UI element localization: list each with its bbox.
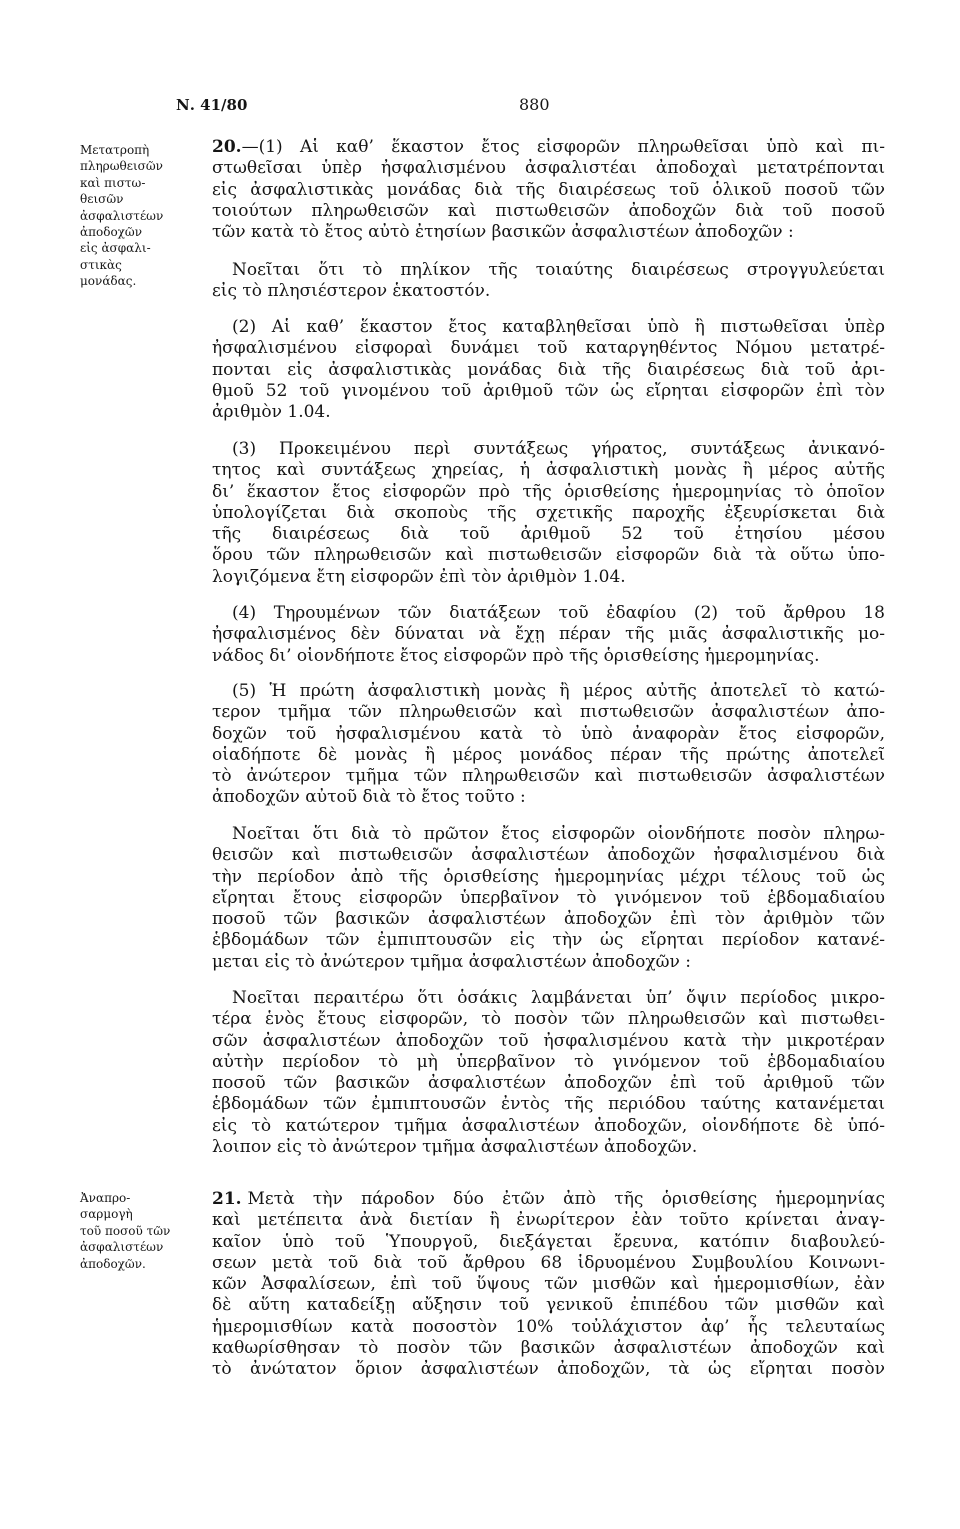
text-span: —(1) Αἱ καθ’ ἕκαστον ἔτος εἰσφορῶν πληρωθεῖσαι ὑπὸ καὶ πι-	[241, 137, 885, 157]
text-line: πονται εἰς ἀσφαλιστικὰς μονάδας διὰ τῆς διαιρέσεως διὰ τοῦ ἀρι-	[212, 359, 885, 380]
text-line: εἰς ἀσφαλιστικὰς μονάδας διὰ τῆς διαιρέσεως τοῦ ὁλικοῦ ποσοῦ τῶν	[212, 179, 885, 200]
margin-note-conversion	[80, 142, 202, 290]
text-line: καῖον ὑπὸ τοῦ Ὑπουργοῦ, διεξάγεται ἔρευνα, κατόπιν διαβουλεύ-	[212, 1231, 885, 1252]
margin-note-line: ἀσφαλιστέων	[80, 1240, 164, 1255]
text-line: ἠσφαλισμένου εἰσφοραὶ δυνάμει τοῦ καταργηθέντος Νόμου μετατρέ-	[212, 338, 885, 359]
margin-note-line: μονάδας.	[80, 274, 137, 289]
section-20-subsection-2	[212, 317, 885, 423]
section-20-subsection-1	[212, 137, 885, 243]
text-line: τερον τμῆμα τῶν πληρωθεισῶν καὶ πιστωθεισῶν ἀσφαλιστέων ἀπο-	[212, 702, 885, 723]
margin-note-line: στικὰς	[80, 257, 122, 272]
text-line: καὶ μετέπειτα ἀνὰ διετίαν ἢ ἐνωρίτερον ἐὰν τοῦτο κρίνεται ἀναγ-	[212, 1210, 885, 1231]
text-line: (5) Ἡ πρώτη ἀσφαλιστικὴ μονὰς ἢ μέρος αὐτῆς ἀποτελεῖ τὸ κατώ-	[232, 681, 885, 701]
text-line: (2) Αἱ καθ’ ἕκαστον ἔτος καταβληθεῖσαι ὑπὸ ἢ πιστωθεῖσαι ὑπὲρ	[232, 317, 885, 337]
text-line: καθωρίσθησαν τὸ ποσὸν τῶν βασικῶν ἀσφαλιστέων ἀποδοχῶν καὶ	[212, 1338, 885, 1359]
margin-note-line: εἰς ἀσφαλι-	[80, 241, 151, 256]
margin-note-line: ἀποδοχῶν	[80, 225, 143, 240]
margin-note-line: ἀποδοχῶν.	[80, 1256, 146, 1271]
text-line: (4) Τηρουμένων τῶν διατάξεων τοῦ ἐδαφίου (2) τοῦ ἄρθρου 18	[232, 603, 885, 623]
text-line: τητος καὶ συντάξεως χηρείας, ἡ ἀσφαλιστικὴ μονὰς ἢ μέρος αὐτῆς	[212, 460, 885, 481]
proviso-3	[212, 988, 885, 1158]
text-line: θμοῦ 52 τοῦ γινομένου τοῦ ἀριθμοῦ τῶν ὡς εἴρηται εἰσφορῶν ἐπὶ τὸν	[212, 380, 885, 401]
text-line: Νοεῖται περαιτέρω ὅτι ὁσάκις λαμβάνεται ὑπ’ ὄψιν περίοδος μικρο-	[232, 988, 885, 1008]
text-span: Μετὰ τὴν πάροδον δύο ἐτῶν ἀπὸ τῆς ὁρισθείσης ἡμερομηνίας	[247, 1189, 885, 1209]
text-line: (3) Προκειμένου περὶ συντάξεως γήρατος, συντάξεως ἀνικανό-	[232, 439, 885, 459]
margin-note-line: τοῦ ποσοῦ τῶν	[80, 1223, 171, 1238]
margin-note-line: σαρμογὴ	[80, 1207, 133, 1222]
text-line: δοχῶν τοῦ ἠσφαλισμένου κατὰ τὸ ὑπὸ ἀναφορὰν ἔτος εἰσφορῶν,	[212, 723, 885, 744]
text-line: δὲ αὕτη καταδείξῃ αὔξησιν τοῦ γενικοῦ ἐπιπέδου τῶν μισθῶν καὶ	[212, 1295, 885, 1316]
text-line: τῆς διαιρέσεως διὰ τοῦ ἀριθμοῦ 52 τοῦ ἐτησίου μέσου	[212, 524, 885, 545]
text-line: ἀποδοχῶν αὐτοῦ διὰ τὸ ἔτος τοῦτο :	[212, 787, 526, 808]
text-line: ἡμερομισθίων κατὰ ποσοστὸν 10% τοὐλάχιστον ἀφ’ ἧς τελευταίως	[212, 1316, 885, 1337]
text-line: εἴρηται ἔτους εἰσφορῶν ὑπερβαῖνον τὸ γινόμενον τοῦ ἑβδομαδιαίου	[212, 887, 885, 908]
text-line	[212, 137, 885, 158]
text-line: σῶν ἀσφαλιστέων ἀποδοχῶν τοῦ ἠσφαλισμένου κατὰ τὴν μικροτέραν	[212, 1030, 885, 1051]
text-line: αὐτὴν περίοδον τὸ μὴ ὑπερβαῖνον τὸ γινόμενον τοῦ ἑβδομαδιαίου	[212, 1051, 885, 1072]
margin-note-line: ἀσφαλιστέων	[80, 208, 164, 223]
text-line: μεται εἰς τὸ ἀνώτερον τμῆμα ἀσφαλιστέων ἀποδοχῶν :	[212, 951, 691, 972]
text-line: λογιζόμενα ἔτη εἰσφορῶν ἐπὶ τὸν ἀριθμὸν 1.04.	[212, 566, 626, 587]
text-line: ἑβδομάδων τῶν ἐμπιπτουσῶν ἐντὸς τῆς περιόδου ταύτης κατανέμεται	[212, 1094, 885, 1115]
text-line: σεων μετὰ τοῦ διὰ τοῦ ἄρθρου 68 ἱδρυομένου Συμβουλίου Κοινωνι-	[212, 1252, 885, 1273]
text-line: νάδος δι’ οἱονδήποτε ἔτος εἰσφορῶν πρὸ τῆς ὁρισθείσης ἡμερομηνίας.	[212, 645, 820, 666]
margin-note-line: καὶ πιστω-	[80, 175, 146, 190]
text-line: κῶν Ἀσφαλίσεων, ἐπὶ τοῦ ὕψους τῶν μισθῶν καὶ ἡμερομισθίων, ἐὰν	[212, 1274, 885, 1295]
text-line: τοιούτων πληρωθεισῶν καὶ πιστωθεισῶν ἀποδοχῶν διὰ τοῦ ποσοῦ	[212, 200, 885, 221]
page-number: 880	[519, 95, 550, 114]
law-number: Ν. 41/80	[176, 96, 248, 114]
text-line: εἰς τὸ κατώτερον τμῆμα ἀσφαλιστέων ἀποδοχῶν, οἱονδήποτε δὲ ὑπό-	[212, 1115, 885, 1136]
text-line: Νοεῖται ὅτι τὸ πηλίκον τῆς τοιαύτης διαιρέσεως στρογγυλεύεται	[232, 260, 885, 280]
text-line: τὸ ἀνώτατον ὅριον ἀσφαλιστέων ἀποδοχῶν, τὰ ὡς εἴρηται ποσὸν	[212, 1359, 885, 1380]
text-line: στωθεῖσαι ὑπὲρ ἠσφαλισμένου ἀσφαλιστέαι ἀποδοχαὶ μετατρέπονται	[212, 158, 885, 179]
text-line: δι’ ἕκαστον ἔτος εἰσφορῶν πρὸ τῆς ὁρισθείσης ἡμερομηνίας τὸ ὁποῖον	[212, 481, 885, 502]
text-line: ποσοῦ τῶν βασικῶν ἀσφαλιστέων ἀποδοχῶν ἐπὶ τοῦ ἀριθμοῦ τῶν	[212, 1073, 885, 1094]
margin-note-adjustment	[80, 1190, 202, 1272]
text-line: οἱαδήποτε δὲ μονὰς ἢ μέρος μονάδος πέραν τῆς πρώτης ἀποτελεῖ	[212, 744, 885, 765]
section-21	[212, 1189, 885, 1381]
text-line: ἠσφαλισμένος δὲν δύναται νὰ ἔχῃ πέραν τῆς μιᾶς ἀσφαλιστικῆς μο-	[212, 624, 885, 645]
text-line: ποσοῦ τῶν βασικῶν ἀσφαλιστέων ἀποδοχῶν ἐπὶ τὸν ἀριθμὸν τῶν	[212, 909, 885, 930]
proviso-1	[212, 260, 885, 303]
section-20-subsection-3	[212, 439, 885, 588]
margin-note-line: Μετατροπὴ	[80, 143, 150, 157]
text-line: τὴν περίοδον ἀπὸ τῆς ὁρισθείσης ἡμερομηνίας μέχρι τέλους τοῦ ὡς	[212, 866, 885, 887]
margin-note-line: θεισῶν	[80, 192, 124, 207]
section-20-subsection-4	[212, 603, 885, 667]
text-line: λοιπον εἰς τὸ ἀνώτερον τμῆμα ἀσφαλιστέων ἀποδοχῶν.	[212, 1137, 698, 1158]
text-line: εἰς τὸ πλησιέστερον ἑκατοστόν.	[212, 281, 491, 302]
text-line: ἀριθμὸν 1.04.	[212, 402, 331, 423]
text-line: Νοεῖται ὅτι διὰ τὸ πρῶτον ἔτος εἰσφορῶν οἱονδήποτε ποσὸν πληρω-	[232, 824, 885, 844]
text-line: τέρα ἑνὸς ἔτους εἰσφορῶν, τὸ ποσὸν τῶν πληρωθεισῶν καὶ πιστωθει-	[212, 1009, 885, 1030]
text-line: ὑπολογίζεται διὰ σκοποὺς τῆς σχετικῆς παροχῆς ἐξευρίσκεται διὰ	[212, 502, 885, 523]
text-line: θεισῶν καὶ πιστωθεισῶν ἀσφαλιστέων ἀποδοχῶν ἠσφαλισμένου διὰ	[212, 845, 885, 866]
text-line: τὸ ἀνώτερον τμῆμα τῶν πληρωθεισῶν καὶ πιστωθεισῶν ἀσφαλιστέων	[212, 766, 885, 787]
section-number: 20.	[212, 137, 242, 157]
text-line: ἑβδομάδων τῶν ἐμπιπτουσῶν εἰς τὴν ὡς εἴρηται περίοδον κατανέ-	[212, 930, 885, 951]
text-line: ὅρου τῶν πληρωθεισῶν καὶ πιστωθεισῶν εἰσφορῶν διὰ τὰ οὕτω ὑπο-	[212, 545, 885, 566]
margin-note-line: πληρωθεισῶν	[80, 159, 163, 174]
proviso-2	[212, 824, 885, 973]
section-number: 21.	[212, 1189, 242, 1209]
text-line: τῶν κατὰ τὸ ἔτος αὐτὸ ἐτησίων βασικῶν ἀσφαλιστέων ἀποδοχῶν :	[212, 222, 794, 243]
margin-note-line: Ἀναπρο-	[80, 1191, 131, 1205]
section-20-subsection-5	[212, 681, 885, 809]
text-line	[212, 1189, 885, 1210]
